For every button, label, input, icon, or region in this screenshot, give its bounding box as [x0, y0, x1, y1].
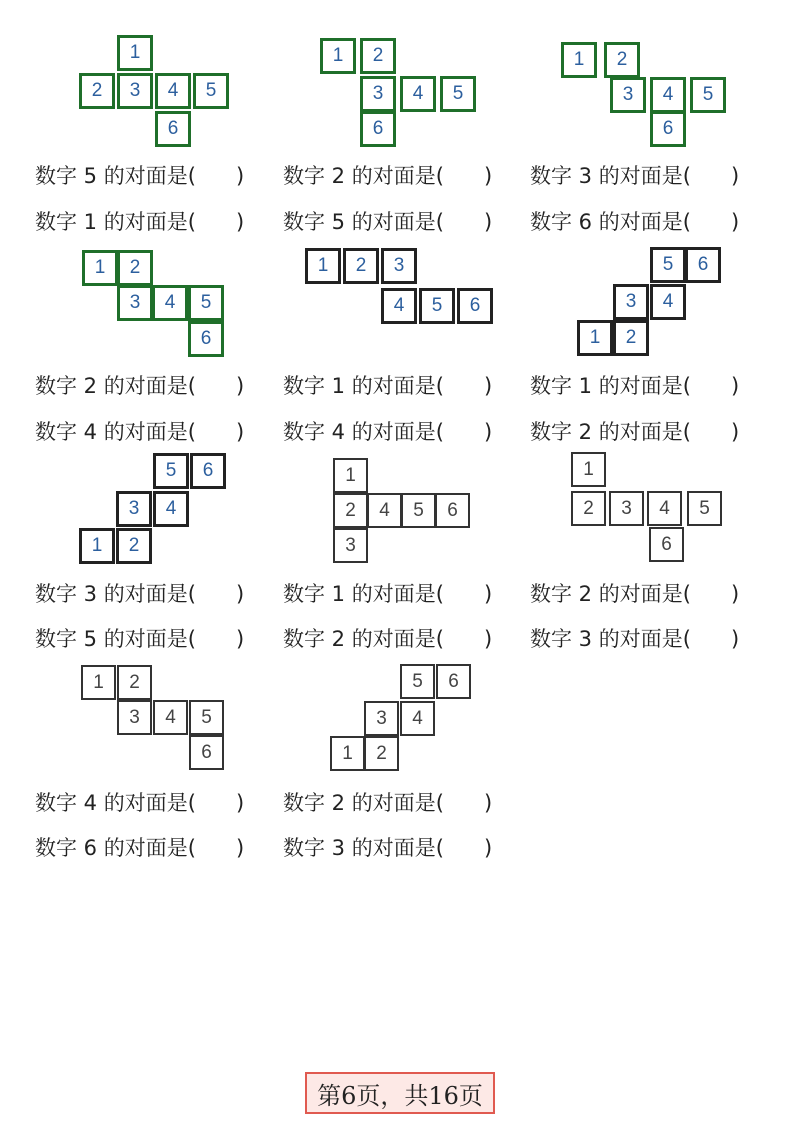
question-text: 数字 2 的对面是( )	[283, 627, 493, 651]
net-cell: 6	[360, 111, 396, 147]
question-text: 数字 6 的对面是( )	[530, 210, 740, 234]
net-cell: 2	[333, 493, 368, 528]
question-text: 数字 2 的对面是( )	[35, 374, 245, 398]
net-cell: 5	[419, 288, 455, 324]
question-text: 数字 1 的对面是( )	[35, 210, 245, 234]
question-text: 数字 2 的对面是( )	[530, 582, 740, 606]
net-cell: 1	[561, 42, 597, 78]
net-cell: 1	[79, 528, 115, 564]
net-cell: 2	[343, 248, 379, 284]
question-text: 数字 5 的对面是( )	[35, 627, 245, 651]
question-text: 数字 5 的对面是( )	[283, 210, 493, 234]
net-cell: 3	[333, 528, 368, 563]
net-cell: 2	[613, 320, 649, 356]
net-cell: 3	[364, 701, 399, 736]
question-text: 数字 2 的对面是( )	[530, 420, 740, 444]
net-cell: 1	[305, 248, 341, 284]
net-cell: 5	[401, 493, 436, 528]
net-cell: 5	[400, 664, 435, 699]
question-text: 数字 4 的对面是( )	[35, 791, 245, 815]
net-cell: 6	[188, 321, 224, 357]
net-cell: 6	[650, 111, 686, 147]
net-cell: 2	[116, 528, 152, 564]
net-cell: 4	[400, 701, 435, 736]
net-cell: 1	[320, 38, 356, 74]
question-text: 数字 1 的对面是( )	[530, 374, 740, 398]
question-text: 数字 1 的对面是( )	[283, 582, 493, 606]
net-cell: 5	[188, 285, 224, 321]
net-cell: 2	[364, 736, 399, 771]
net-cell: 1	[577, 320, 613, 356]
question-text: 数字 6 的对面是( )	[35, 836, 245, 860]
question-text: 数字 3 的对面是( )	[283, 836, 493, 860]
net-cell: 3	[117, 700, 152, 735]
net-cell: 6	[155, 111, 191, 147]
question-text: 数字 4 的对面是( )	[35, 420, 245, 444]
net-cell: 2	[360, 38, 396, 74]
question-text: 数字 3 的对面是( )	[530, 164, 740, 188]
net-cell: 4	[152, 285, 188, 321]
question-text: 数字 5 的对面是( )	[35, 164, 245, 188]
question-text: 数字 3 的对面是( )	[530, 627, 740, 651]
question-text: 数字 3 的对面是( )	[35, 582, 245, 606]
question-text: 数字 1 的对面是( )	[283, 374, 493, 398]
net-cell: 3	[117, 73, 153, 109]
net-cell: 3	[116, 491, 152, 527]
net-cell: 5	[189, 700, 224, 735]
net-cell: 3	[613, 284, 649, 320]
net-cell: 1	[117, 35, 153, 71]
net-cell: 4	[400, 76, 436, 112]
net-cell: 5	[690, 77, 726, 113]
question-text: 数字 4 的对面是( )	[283, 420, 493, 444]
net-cell: 6	[435, 493, 470, 528]
net-cell: 2	[117, 250, 153, 286]
question-text: 数字 2 的对面是( )	[283, 164, 493, 188]
net-cell: 5	[687, 491, 722, 526]
net-cell: 1	[82, 250, 118, 286]
net-cell: 1	[81, 665, 116, 700]
net-cell: 3	[610, 77, 646, 113]
net-cell: 1	[330, 736, 365, 771]
net-cell: 5	[153, 453, 189, 489]
net-cell: 4	[381, 288, 417, 324]
net-cell: 4	[650, 77, 686, 113]
net-cell: 1	[571, 452, 606, 487]
net-cell: 6	[685, 247, 721, 283]
net-cell: 4	[153, 491, 189, 527]
net-cell: 3	[381, 248, 417, 284]
net-cell: 4	[153, 700, 188, 735]
net-cell: 2	[79, 73, 115, 109]
net-cell: 3	[360, 76, 396, 112]
page-number: 第6页，共16页	[305, 1072, 495, 1114]
net-cell: 3	[609, 491, 644, 526]
net-cell: 3	[117, 285, 153, 321]
net-cell: 6	[436, 664, 471, 699]
net-cell: 6	[189, 735, 224, 770]
net-cell: 6	[457, 288, 493, 324]
net-cell: 1	[333, 458, 368, 493]
net-cell: 4	[650, 284, 686, 320]
net-cell: 5	[440, 76, 476, 112]
net-cell: 2	[604, 42, 640, 78]
net-cell: 4	[647, 491, 682, 526]
net-cell: 4	[367, 493, 402, 528]
net-cell: 2	[571, 491, 606, 526]
net-cell: 2	[117, 665, 152, 700]
net-cell: 5	[650, 247, 686, 283]
net-cell: 4	[155, 73, 191, 109]
net-cell: 6	[190, 453, 226, 489]
net-cell: 6	[649, 527, 684, 562]
net-cell: 5	[193, 73, 229, 109]
question-text: 数字 2 的对面是( )	[283, 791, 493, 815]
